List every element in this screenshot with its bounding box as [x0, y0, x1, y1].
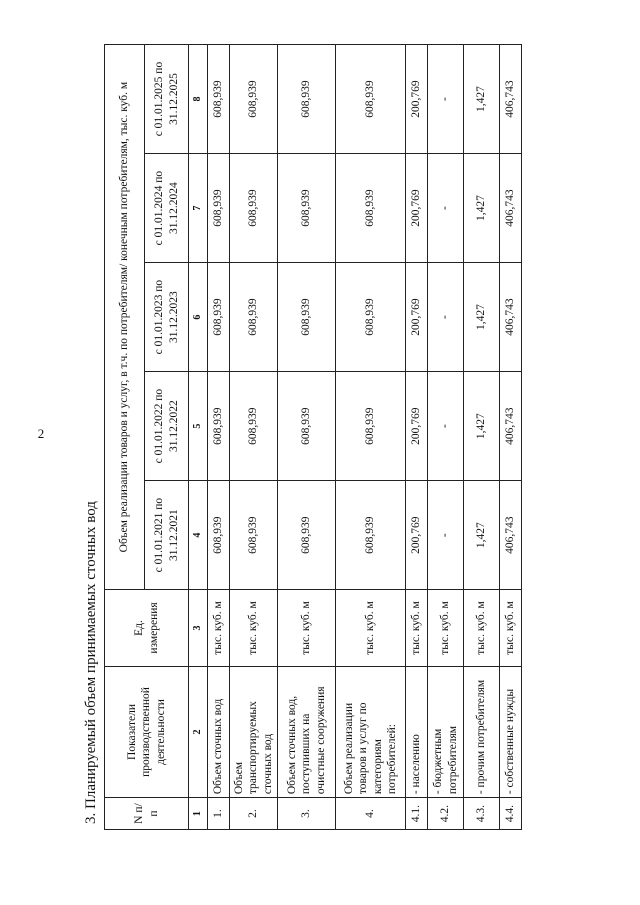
row-value: 200,769 [406, 481, 428, 590]
header-indicator: Показатели производственной деятельности [105, 666, 189, 797]
table-row [208, 45, 230, 830]
column-number: 2 [189, 666, 208, 797]
row-number: 2. [230, 798, 278, 830]
row-indicator: Объем сточных вод [208, 666, 230, 797]
header-no: N п/п [105, 798, 189, 830]
row-indicator: - прочим потребителям [464, 666, 500, 797]
table-row [464, 45, 500, 830]
header-period: с 01.01.2021 по 31.12.2021 [145, 481, 189, 590]
row-value: - [428, 45, 464, 154]
row-value: 608,939 [336, 372, 406, 481]
table-header [105, 45, 208, 830]
row-value: 608,939 [208, 481, 230, 590]
row-value: 1,427 [464, 481, 500, 590]
row-value: 406,743 [500, 154, 522, 263]
column-number: 1 [189, 798, 208, 830]
header-period: с 01.01.2024 по 31.12.2024 [145, 154, 189, 263]
row-value: 200,769 [406, 372, 428, 481]
row-value: 200,769 [406, 263, 428, 372]
row-unit: тыс. куб. м [406, 590, 428, 667]
rotated-page-content [80, 40, 600, 830]
row-value: 608,939 [278, 154, 336, 263]
row-value: 608,939 [336, 481, 406, 590]
row-value: 608,939 [208, 154, 230, 263]
table-row [406, 45, 428, 830]
row-number: 1. [208, 798, 230, 830]
row-value: 608,939 [208, 372, 230, 481]
row-number: 4. [336, 798, 406, 830]
header-period: с 01.01.2022 по 31.12.2022 [145, 372, 189, 481]
section-title: 3. Планируемый объем принимаемых сточных вод [83, 501, 99, 824]
row-value: 1,427 [464, 263, 500, 372]
row-value: 608,939 [208, 45, 230, 154]
table-row [336, 45, 406, 830]
row-value: 1,427 [464, 154, 500, 263]
table-row [428, 45, 464, 830]
row-value: 608,939 [278, 263, 336, 372]
row-indicator: Объем сточных вод, поступивших на очистные сооружения [278, 666, 336, 797]
column-number-row [189, 45, 208, 830]
row-value: - [428, 481, 464, 590]
row-value: 608,939 [230, 481, 278, 590]
row-value: 608,939 [336, 263, 406, 372]
header-period: с 01.01.2023 по 31.12.2023 [145, 263, 189, 372]
row-unit: тыс. куб. м [208, 590, 230, 667]
row-value: 200,769 [406, 154, 428, 263]
row-unit: тыс. куб. м [428, 590, 464, 667]
header-period: с 01.01.2025 по 31.12.2025 [145, 45, 189, 154]
row-unit: тыс. куб. м [336, 590, 406, 667]
header-unit: Ед. измерения [105, 590, 189, 667]
row-value: 608,939 [336, 154, 406, 263]
row-value: 406,743 [500, 45, 522, 154]
row-value: 608,939 [278, 481, 336, 590]
row-value: 200,769 [406, 45, 428, 154]
row-value: 608,939 [230, 372, 278, 481]
row-unit: тыс. куб. м [464, 590, 500, 667]
row-unit: тыс. куб. м [230, 590, 278, 667]
column-number: 8 [189, 45, 208, 154]
wastewater-volume-table [104, 44, 522, 830]
table-row [230, 45, 278, 830]
row-value: 406,743 [500, 481, 522, 590]
row-indicator: - бюджетным потребителям [428, 666, 464, 797]
row-indicator: - населению [406, 666, 428, 797]
row-value: 608,939 [336, 45, 406, 154]
row-number: 4.1. [406, 798, 428, 830]
column-number: 6 [189, 263, 208, 372]
row-value: 608,939 [230, 45, 278, 154]
row-number: 4.3. [464, 798, 500, 830]
header-group: Объем реализации товаров и услуг, в т.ч. по потребителям/ конечным потребителям, тыс. куб. м [105, 45, 145, 590]
column-number: 3 [189, 590, 208, 667]
table-row [278, 45, 336, 830]
row-value: 608,939 [278, 45, 336, 154]
column-number: 5 [189, 372, 208, 481]
column-number: 7 [189, 154, 208, 263]
table-row [500, 45, 522, 830]
row-value: - [428, 263, 464, 372]
row-value: - [428, 372, 464, 481]
row-indicator: Объем транспортируемых сточных вод [230, 666, 278, 797]
page-number: 2 [37, 426, 45, 441]
row-value: 608,939 [230, 154, 278, 263]
column-number: 4 [189, 481, 208, 590]
row-number: 4.4. [500, 798, 522, 830]
row-value: 406,743 [500, 263, 522, 372]
row-indicator: Объем реализации товаров и услуг по категориям потребителей: [336, 666, 406, 797]
row-unit: тыс. куб. м [278, 590, 336, 667]
row-indicator: - собственные нужды [500, 666, 522, 797]
table-body [208, 45, 522, 830]
row-value: 406,743 [500, 372, 522, 481]
row-number: 3. [278, 798, 336, 830]
row-value: 608,939 [208, 263, 230, 372]
row-value: 1,427 [464, 45, 500, 154]
row-value: 1,427 [464, 372, 500, 481]
row-unit: тыс. куб. м [500, 590, 522, 667]
row-value: 608,939 [230, 263, 278, 372]
row-value: 608,939 [278, 372, 336, 481]
row-value: - [428, 154, 464, 263]
row-number: 4.2. [428, 798, 464, 830]
